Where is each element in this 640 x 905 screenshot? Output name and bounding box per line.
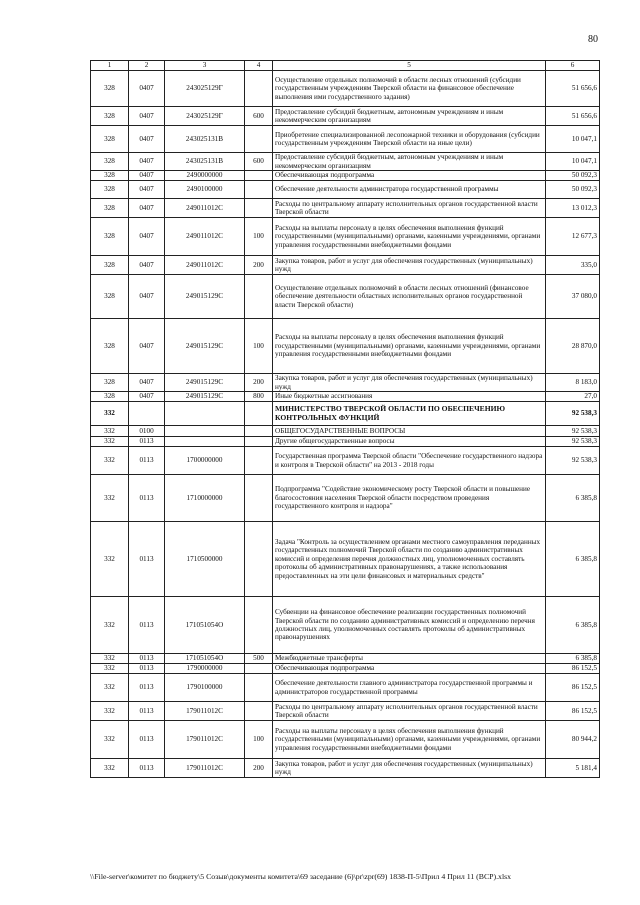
table-row: [91, 181, 600, 199]
column-header: 2: [129, 61, 165, 71]
amount-cell: 92 538,3: [546, 437, 600, 447]
description-cell: Субвенции на финансовое обеспечение реализации государственных полномочий Тверской области по созданию административных комиссий и определению перечня должностных лиц, уполномоченных составлять протоколы об административных правонарушениях: [273, 597, 546, 654]
amount-cell: 335,0: [546, 256, 600, 275]
table-header-row: [91, 61, 600, 71]
amount-cell: 92 538,3: [546, 426, 600, 437]
target-article-cell: 2490100000: [165, 181, 245, 199]
target-article-cell: 243025129Г: [165, 71, 245, 107]
section-code-cell: 0407: [129, 153, 165, 171]
table-row: [91, 199, 600, 218]
section-code-cell: 0407: [129, 319, 165, 374]
amount-cell: 80 944,2: [546, 721, 600, 759]
amount-cell: 86 152,5: [546, 664, 600, 674]
target-article-cell: 249015129С: [165, 392, 245, 402]
target-article-cell: 243025131В: [165, 153, 245, 171]
table-row: [91, 674, 600, 702]
description-cell: Обеспечение деятельности главного администратора государственной программы и администраторов государственной программы: [273, 674, 546, 702]
amount-cell: 51 656,6: [546, 71, 600, 107]
expense-type-cell: [245, 275, 273, 319]
section-code-cell: 0407: [129, 374, 165, 392]
ved-code-cell: 332: [91, 664, 129, 674]
target-article-cell: 249015129С: [165, 319, 245, 374]
section-code-cell: 0113: [129, 702, 165, 721]
target-article-cell: [165, 426, 245, 437]
ved-code-cell: 332: [91, 426, 129, 437]
expense-type-cell: 200: [245, 256, 273, 275]
section-code-cell: 0113: [129, 437, 165, 447]
amount-cell: 86 152,5: [546, 674, 600, 702]
table-body: [91, 71, 600, 778]
ved-code-cell: 332: [91, 522, 129, 597]
expense-type-cell: 200: [245, 759, 273, 778]
expense-type-cell: 200: [245, 374, 273, 392]
ved-code-cell: 328: [91, 218, 129, 256]
section-code-cell: 0407: [129, 218, 165, 256]
table-row: [91, 218, 600, 256]
amount-cell: 50 092,3: [546, 181, 600, 199]
description-cell: Задача "Контроль за осуществлением органами местного самоуправления переданных государственных полномочий Тверской области по созданию административных комиссий и определения перечня должностных лиц, уполномоченных составлять протоколы об административных правонарушениях, а также использования предоставленных на эти цели финансовых и материальных средств": [273, 522, 546, 597]
table-row: [91, 597, 600, 654]
expense-type-cell: 100: [245, 721, 273, 759]
target-article-cell: 249015129С: [165, 374, 245, 392]
description-cell: Расходы на выплаты персоналу в целях обеспечения выполнения функций государственными (муниципальными) органами, казенными учреждениями, органами управления государственными внебюджетными фондами: [273, 319, 546, 374]
ved-code-cell: 332: [91, 759, 129, 778]
column-header: 6: [546, 61, 600, 71]
description-cell: Государственная программа Тверской области "Обеспечение государственного надзора и контроля в Тверской области" на 2013 - 2018 годы: [273, 447, 546, 475]
description-cell: Иные бюджетные ассигнования: [273, 392, 546, 402]
ved-code-cell: 328: [91, 319, 129, 374]
table-row: [91, 256, 600, 275]
table-row: [91, 475, 600, 522]
table-row: [91, 374, 600, 392]
expense-type-cell: 800: [245, 392, 273, 402]
target-article-cell: 171051054О: [165, 654, 245, 664]
ved-code-cell: 328: [91, 126, 129, 153]
section-code-cell: 0113: [129, 664, 165, 674]
target-article-cell: 2490000000: [165, 171, 245, 181]
ved-code-cell: 332: [91, 702, 129, 721]
table-row: [91, 437, 600, 447]
target-article-cell: 179011012С: [165, 759, 245, 778]
ved-code-cell: 328: [91, 392, 129, 402]
expense-type-cell: 100: [245, 218, 273, 256]
target-article-cell: 249011012С: [165, 199, 245, 218]
expense-type-cell: 500: [245, 654, 273, 664]
page-number: 80: [588, 34, 598, 45]
expense-type-cell: [245, 181, 273, 199]
budget-table: [90, 60, 600, 778]
section-code-cell: 0407: [129, 107, 165, 126]
expense-type-cell: [245, 475, 273, 522]
description-cell: Обеспечивающая подпрограмма: [273, 664, 546, 674]
expense-type-cell: [245, 674, 273, 702]
ved-code-cell: 328: [91, 107, 129, 126]
target-article-cell: 1710500000: [165, 522, 245, 597]
table-row: [91, 319, 600, 374]
amount-cell: 6 385,8: [546, 475, 600, 522]
table-row: [91, 171, 600, 181]
expense-type-cell: [245, 402, 273, 426]
section-code-cell: 0113: [129, 674, 165, 702]
amount-cell: 12 677,3: [546, 218, 600, 256]
ved-code-cell: 328: [91, 374, 129, 392]
amount-cell: 92 538,3: [546, 402, 600, 426]
amount-cell: 92 538,3: [546, 447, 600, 475]
description-cell: Закупка товаров, работ и услуг для обеспечения государственных (муниципальных) нужд: [273, 256, 546, 275]
section-code-cell: 0407: [129, 171, 165, 181]
table-row: [91, 402, 600, 426]
expense-type-cell: 100: [245, 319, 273, 374]
table-row: [91, 702, 600, 721]
target-article-cell: 1790000000: [165, 664, 245, 674]
section-code-cell: 0407: [129, 126, 165, 153]
target-article-cell: [165, 402, 245, 426]
target-article-cell: 179011012С: [165, 702, 245, 721]
table-row: [91, 71, 600, 107]
section-code-cell: 0113: [129, 654, 165, 664]
section-code-cell: 0113: [129, 475, 165, 522]
amount-cell: 27,0: [546, 392, 600, 402]
amount-cell: 5 181,4: [546, 759, 600, 778]
section-code-cell: 0100: [129, 426, 165, 437]
amount-cell: 86 152,5: [546, 702, 600, 721]
target-article-cell: 243025129Г: [165, 107, 245, 126]
amount-cell: 6 385,8: [546, 597, 600, 654]
expense-type-cell: [245, 71, 273, 107]
description-cell: Закупка товаров, работ и услуг для обеспечения государственных (муниципальных) нужд: [273, 759, 546, 778]
description-cell: Расходы на выплаты персоналу в целях обеспечения выполнения функций государственными (муниципальными) органами, казенными учреждениями, органами управления государственными внебюджетными фондами: [273, 218, 546, 256]
ved-code-cell: 328: [91, 256, 129, 275]
target-article-cell: 249011012С: [165, 218, 245, 256]
table-row: [91, 721, 600, 759]
description-cell: Межбюджетные трансферты: [273, 654, 546, 664]
section-code-cell: 0407: [129, 392, 165, 402]
expense-type-cell: [245, 426, 273, 437]
section-code-cell: 0113: [129, 447, 165, 475]
description-cell: Обеспечивающая подпрограмма: [273, 171, 546, 181]
description-cell: Расходы на выплаты персоналу в целях обеспечения выполнения функций государственными (муниципальными) органами, казенными учреждениями, органами управления государственными внебюджетными фондами: [273, 721, 546, 759]
ved-code-cell: 332: [91, 721, 129, 759]
ved-code-cell: 328: [91, 71, 129, 107]
table-row: [91, 664, 600, 674]
target-article-cell: 249011012С: [165, 256, 245, 275]
target-article-cell: 243025131В: [165, 126, 245, 153]
section-code-cell: 0113: [129, 597, 165, 654]
ved-code-cell: 332: [91, 597, 129, 654]
section-code-cell: 0407: [129, 71, 165, 107]
ved-code-cell: 332: [91, 674, 129, 702]
expense-type-cell: [245, 597, 273, 654]
amount-cell: 10 047,1: [546, 126, 600, 153]
table-row: [91, 759, 600, 778]
section-code-cell: 0407: [129, 256, 165, 275]
amount-cell: 37 080,0: [546, 275, 600, 319]
table-row: [91, 153, 600, 171]
section-code-cell: 0407: [129, 199, 165, 218]
description-cell: МИНИСТЕРСТВО ТВЕРСКОЙ ОБЛАСТИ ПО ОБЕСПЕЧЕНИЮ КОНТРОЛЬНЫХ ФУНКЦИЙ: [273, 402, 546, 426]
table-row: [91, 275, 600, 319]
description-cell: Расходы по центральному аппарату исполнительных органов государственной власти Тверской области: [273, 199, 546, 218]
expense-type-cell: [245, 522, 273, 597]
section-code-cell: 0113: [129, 522, 165, 597]
ved-code-cell: 328: [91, 199, 129, 218]
target-article-cell: 1700000000: [165, 447, 245, 475]
section-code-cell: 0407: [129, 275, 165, 319]
table-row: [91, 392, 600, 402]
ved-code-cell: 328: [91, 153, 129, 171]
amount-cell: 6 385,8: [546, 654, 600, 664]
column-header: 4: [245, 61, 273, 71]
amount-cell: 10 047,1: [546, 153, 600, 171]
description-cell: Предоставление субсидий бюджетным, автономным учреждениям и иным некоммерческим организациям: [273, 153, 546, 171]
description-cell: ОБЩЕГОСУДАРСТВЕННЫЕ ВОПРОСЫ: [273, 426, 546, 437]
ved-code-cell: 332: [91, 437, 129, 447]
section-code-cell: [129, 402, 165, 426]
table-row: [91, 107, 600, 126]
expense-type-cell: 600: [245, 107, 273, 126]
amount-cell: 13 012,3: [546, 199, 600, 218]
target-article-cell: 179011012С: [165, 721, 245, 759]
amount-cell: 28 870,0: [546, 319, 600, 374]
target-article-cell: 249015129С: [165, 275, 245, 319]
table-row: [91, 126, 600, 153]
description-cell: Осуществление отдельных полномочий в области лесных отношений (финансовое обеспечение деятельности областных исполнительных органов государственной власти Тверской области): [273, 275, 546, 319]
expense-type-cell: 600: [245, 153, 273, 171]
target-article-cell: [165, 437, 245, 447]
target-article-cell: 1710000000: [165, 475, 245, 522]
target-article-cell: 171051054О: [165, 597, 245, 654]
expense-type-cell: [245, 702, 273, 721]
description-cell: Предоставление субсидий бюджетным, автономным учреждениям и иным некоммерческим организациям: [273, 107, 546, 126]
section-code-cell: 0113: [129, 721, 165, 759]
target-article-cell: 1790100000: [165, 674, 245, 702]
ved-code-cell: 328: [91, 171, 129, 181]
column-header: 5: [273, 61, 546, 71]
column-header: 3: [165, 61, 245, 71]
expense-type-cell: [245, 199, 273, 218]
amount-cell: 6 385,8: [546, 522, 600, 597]
ved-code-cell: 328: [91, 181, 129, 199]
expense-type-cell: [245, 437, 273, 447]
ved-code-cell: 332: [91, 402, 129, 426]
description-cell: Осуществление отдельных полномочий в области лесных отношений (субсидии государственным учреждениям Тверской области на финансовое обеспечение выполнения ими государственного задания): [273, 71, 546, 107]
expense-type-cell: [245, 171, 273, 181]
section-code-cell: 0407: [129, 181, 165, 199]
ved-code-cell: 328: [91, 275, 129, 319]
description-cell: Приобретение специализированной лесопожарной техники и оборудования (субсидии государственным учреждениям Тверской области на иные цели): [273, 126, 546, 153]
table-row: [91, 447, 600, 475]
amount-cell: 51 656,6: [546, 107, 600, 126]
amount-cell: 8 183,0: [546, 374, 600, 392]
section-code-cell: 0113: [129, 759, 165, 778]
table-row: [91, 522, 600, 597]
amount-cell: 50 092,3: [546, 171, 600, 181]
ved-code-cell: 332: [91, 447, 129, 475]
ved-code-cell: 332: [91, 654, 129, 664]
expense-type-cell: [245, 126, 273, 153]
table-row: [91, 654, 600, 664]
description-cell: Другие общегосударственные вопросы: [273, 437, 546, 447]
description-cell: Расходы по центральному аппарату исполнительных органов государственной власти Тверской области: [273, 702, 546, 721]
ved-code-cell: 332: [91, 475, 129, 522]
file-path-footer: \\File-server\комитет по бюджету\5 Созыв\документы комитета\69 заседание (6)\pr\zpr(69) 1838-П-5\Прил 4 Прил 11 (ВСР).xlsx: [90, 872, 512, 881]
description-cell: Закупка товаров, работ и услуг для обеспечения государственных (муниципальных) нужд: [273, 374, 546, 392]
expense-type-cell: [245, 664, 273, 674]
description-cell: Обеспечение деятельности администратора государственной программы: [273, 181, 546, 199]
description-cell: Подпрограмма "Содействие экономическому росту Тверской области и повышение благосостояния населения Тверской области посредством проведения государственного контроля и надзора": [273, 475, 546, 522]
expense-type-cell: [245, 447, 273, 475]
column-header: 1: [91, 61, 129, 71]
table-row: [91, 426, 600, 437]
